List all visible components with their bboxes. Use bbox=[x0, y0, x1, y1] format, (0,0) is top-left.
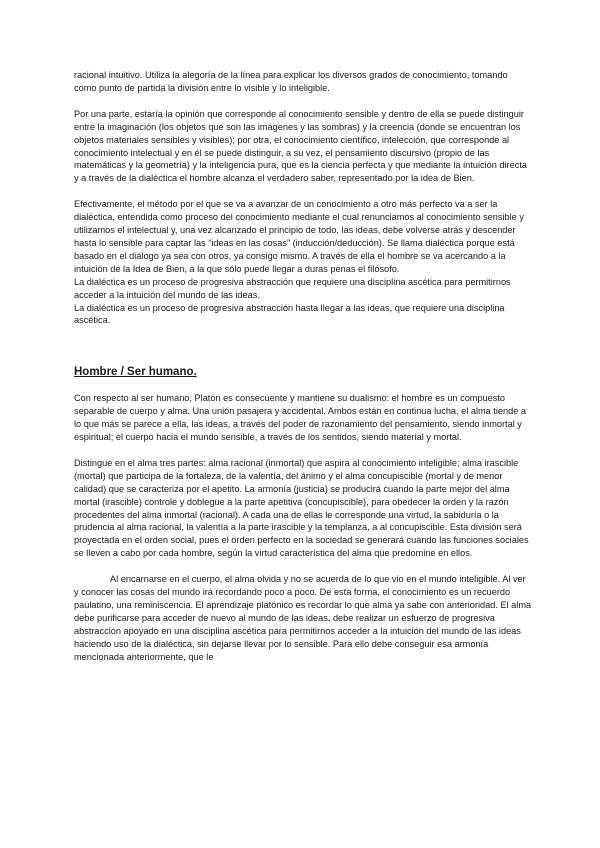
paragraph-dialectic-definition-2: La dialéctica es un proceso de progresiva abstracción hasta llegar a las ideas, que requiere una disciplina ascética. bbox=[74, 302, 505, 326]
paragraph-dualism: Con respecto al ser humano, Platón es consecuente y mantiene su dualismo: el hombre es un compuesto separable de cuerpo y alma. Una unión pasajera y accidental. Ambos están en continua lucha, el alma tiende a lo que más se parece a ella, las ideas, a través del poder de razonamiento del pensamiento, siendo inmortal y espiritual; el cuerpo hacia el mundo sensible, a través de los sentidos, siendo material y mortal. bbox=[74, 393, 527, 443]
paragraph-line-allegory: racional intuitivo. Utiliza la alegoría de la línea para explicar los diversos grados de conocimiento, tomando como punto de partida la división entre lo visible y lo inteligible. bbox=[74, 70, 508, 93]
paragraph-dialectic-definition-1: La dialéctica es un proceso de progresiva abstracción que requiere una disciplina ascética para permitirnos acceder a la intuición del mundo de las ideas. bbox=[74, 276, 511, 300]
paragraph-opinion-science: Por una parte, estaría la opinión que corresponde al conocimiento sensible y dentro de ella se puede distinguir entre la imaginación (los objetos que son las imágenes y las sombras) y la creencia (donde se encuentran los objetos materiales sensibles y visibles); por otra, el conocimiento científico, intelección, que corresponde al conocimiento intelectual y en él se puede distinguir, a su vez, el pensamiento discursivo (propio de las matemáticas y la geometría) y la inteligencia pura, que es la ciencia perfecta y que mediante la intuición directa y a través de la dialéctica el hombre alcanza el verdadero saber, representado por la idea de Bien. bbox=[74, 108, 527, 184]
paragraph-dialectic-method: Efectivamente, el método por el que se va a avanzar de un conocimiento a otro más perfecto va a ser la dialéctica, entendida como proceso del conocimiento mediante el cual renunciamos al conocimiento sensible y utilizamos el intelectual y, una vez alcanzado el principio de todo, las ideas, debe volverse atrás y descender hasta lo sensible para captar las “ideas en las cosas” (inducción/deducción). Se llama dialéctica porque está basado en el diálogo ya sea con otros, ya consigo mismo. A través de ella el hombre se va acercando a la intuición de la Idea de Bien, a la que sólo puede llegar a duras penas el filósofo. bbox=[74, 199, 524, 274]
section-heading: Hombre / Ser humano. bbox=[74, 366, 197, 379]
paragraph-soul-parts: Distingue en el alma tres partes: alma racional (inmortal) que aspira al conocimiento inteligible; alma irascible (mortal) que participa de la fortaleza, de la valentía, del ánimo y el alma concupiscible (mortal y de menor calidad) que se caracteriza por el apetito. La armonía (justicia) se producirá cuando la parte mejor del alma mortal (irascible) controle y doblegue a la parte apetitiva (concupiscible), para obedecer la orden y la razón procedentes del alma inmortal (racional). A cada una de ellas le corresponde una virtud, la sabiduría o la prudencia al alma racional, la valentía a la parte irascible y la templanza, a al concupiscible. Esta división será proyectada en el orden social, pues el orden perfecto en la sociedad se generará cuando las funciones sociales se lleven a cabo por cada hombre, según la virtud característica del alma que predomine en ellos. bbox=[74, 457, 529, 559]
document-page bbox=[74, 69, 532, 664]
paragraph-reminiscence: Al encarnarse en el cuerpo, el alma olvida y no se acuerda de lo que vio en el mundo inteligible. Al ver y conocer las cosas del mundo irá recordando poco a poco. De esta forma, el conocimiento es un recuerdo paulatino, una reminiscencia. El aprendizaje platónico es recordar lo que alma ya sabe con anterioridad. El alma debe purificarse para acceder de nuevo al mundo de las ideas, debe realizar un esfuerzo de progresiva abstracción apoyado en una disciplina ascética para permitirnos acceder a la intuición del mundo de las ideas haciendo uso de la dialéctica, sin dejarse llevar por lo sensible. Para ello debe conseguir esa armonía mencionada anteriormente, que le bbox=[74, 574, 532, 662]
